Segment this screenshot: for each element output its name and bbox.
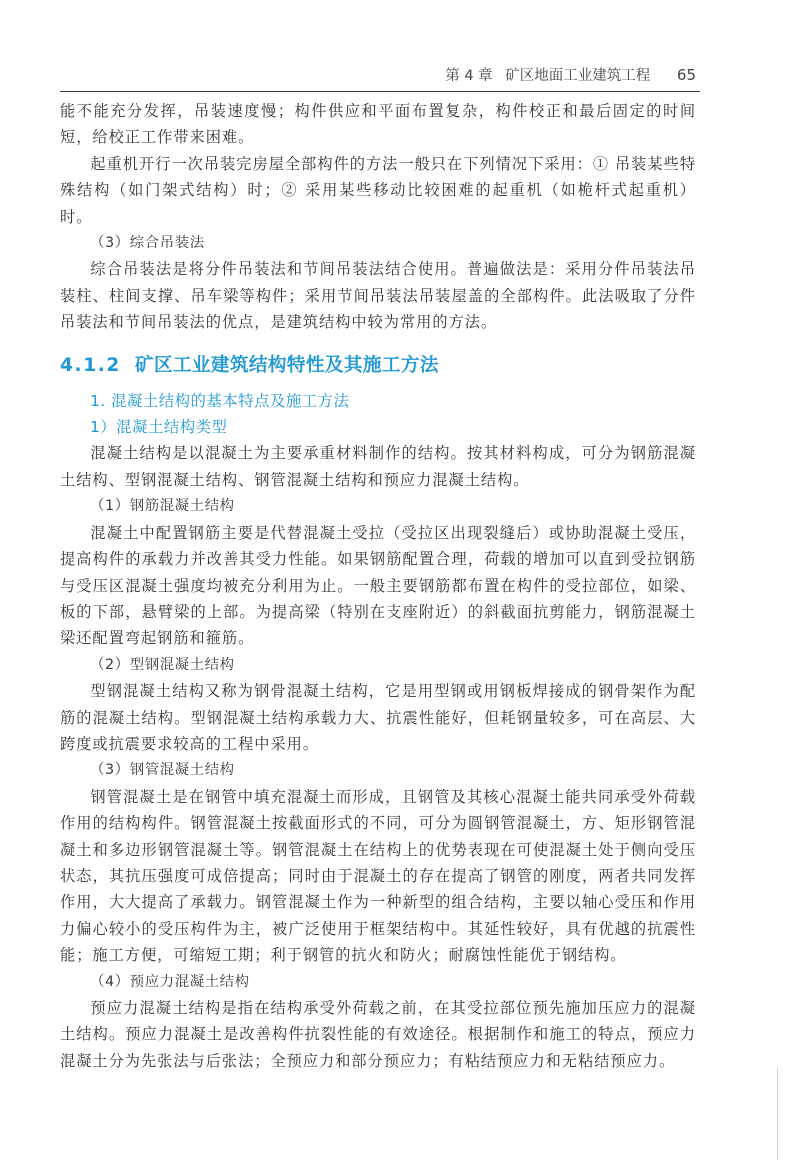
section-heading <box>60 353 696 379</box>
chapter-title: 矿区地面工业建筑工程 <box>505 68 651 84</box>
heading-concrete-filled-steel-tube: （3）钢管混凝土结构 <box>90 762 235 779</box>
section-title: 矿区工业建筑结构特性及其施工方法 <box>134 354 439 376</box>
heading-steel-reinforced-concrete: （2）型钢混凝土结构 <box>90 656 235 673</box>
subsubsection-heading-types: 1）混凝土结构类型 <box>90 418 228 437</box>
paragraph-combined-hoisting: 综合吊装法是将分件吊装法和节间吊装法结合使用。普遍做法是：采用分件吊装法吊装柱、柱间支撑、吊车梁等构件；采用节间吊装法吊装屋盖的全部构件。此法吸取了分件吊装法和节间吊装法的优点，是建筑结构中较为常用的方法。 <box>60 260 696 332</box>
page-body <box>60 98 696 1074</box>
heading-prestressed-concrete: （4）预应力混凝土结构 <box>90 973 250 990</box>
paragraph-prestressed-concrete: 预应力混凝土结构是指在结构承受外荷载之前，在其受拉部位预先施加压应力的混凝土结构。预应力混凝土是改善构件抗裂性能的有效途径。根据制作和施工的特点，预应力混凝土分为先张法与后张法；全预应力和部分预应力；有粘结预应力和无粘结预应力。 <box>60 999 696 1070</box>
heading-combined-hoisting: （3）综合吊装法 <box>90 235 205 252</box>
paragraph-reinforced-concrete: 混凝土中配置钢筋主要是代替混凝土受拉（受拉区出现裂缝后）或协助混凝土受压，提高构件的承载力并改善其受力性能。如果钢筋配置合理，荷载的增加可以直到受拉钢筋与受压区混凝土强度均被充分利用为止。一般主要钢筋都布置在构件的受拉部位，如梁、板的下部，悬臂梁的上部。为提高梁（特别在支座附近）的斜截面抗剪能力，钢筋混凝土梁还配置弯起钢筋和箍筋。 <box>60 523 696 648</box>
page-number: 65 <box>676 66 696 84</box>
header-rule <box>60 91 700 92</box>
section-number: 4.1.2 <box>60 354 121 376</box>
paragraph-crane-single-pass: 起重机开行一次吊装完房屋全部构件的方法一般只在下列情况下采用：① 吊装某些特殊结构（如门架式结构）时；② 采用某些移动比较困难的起重机（如桅杆式起重机）时。 <box>60 154 696 226</box>
paragraph-concrete-types: 混凝土结构是以混凝土为主要承重材料制作的结构。按其材料构成，可分为钢筋混凝土结构、型钢混凝土结构、钢管混凝土结构和预应力混凝土结构。 <box>60 444 696 489</box>
paragraph-continued: 能不能充分发挥，吊装速度慢；构件供应和平面布置复杂，构件校正和最后固定的时间短，给校正工作带来困难。 <box>60 102 696 147</box>
chapter-label: 第 4 章 <box>445 68 493 84</box>
running-header <box>445 64 696 85</box>
paragraph-steel-reinforced-concrete: 型钢混凝土结构又称为钢骨混凝土结构，它是用型钢或用钢板焊接成的钢骨架作为配筋的混凝土结构。型钢混凝土结构承载力大、抗震性能好，但耗钢量较多，可在高层、大跨度或抗震要求较高的工程中采用。 <box>60 682 696 753</box>
subsection-heading-concrete: 1. 混凝土结构的基本特点及施工方法 <box>90 391 350 410</box>
scan-edge-line <box>777 1068 778 1160</box>
paragraph-concrete-filled-steel-tube: 钢管混凝土是在钢管中填充混凝土而形成，且钢管及其核心混凝土能共同承受外荷载作用的结构构件。钢管混凝土按截面形式的不同，可分为圆钢管混凝土，方、矩形钢管混凝土和多边形钢管混凝土等。钢管混凝土在结构上的优势表现在可使混凝土处于侧向受压状态，其抗压强度可成倍提高；同时由于混凝土的存在提高了钢管的刚度，两者共同发挥作用，大大提高了承载力。钢管混凝土作为一种新型的组合结构，主要以轴心受压和作用力偏心较小的受压构件为主，被广泛使用于框架结构中。其延性较好，具有优越的抗震性能；施工方便，可缩短工期；利于钢管的抗火和防火；耐腐蚀性能优于钢结构。 <box>60 787 696 965</box>
heading-reinforced-concrete: （1）钢筋混凝土结构 <box>90 498 235 515</box>
